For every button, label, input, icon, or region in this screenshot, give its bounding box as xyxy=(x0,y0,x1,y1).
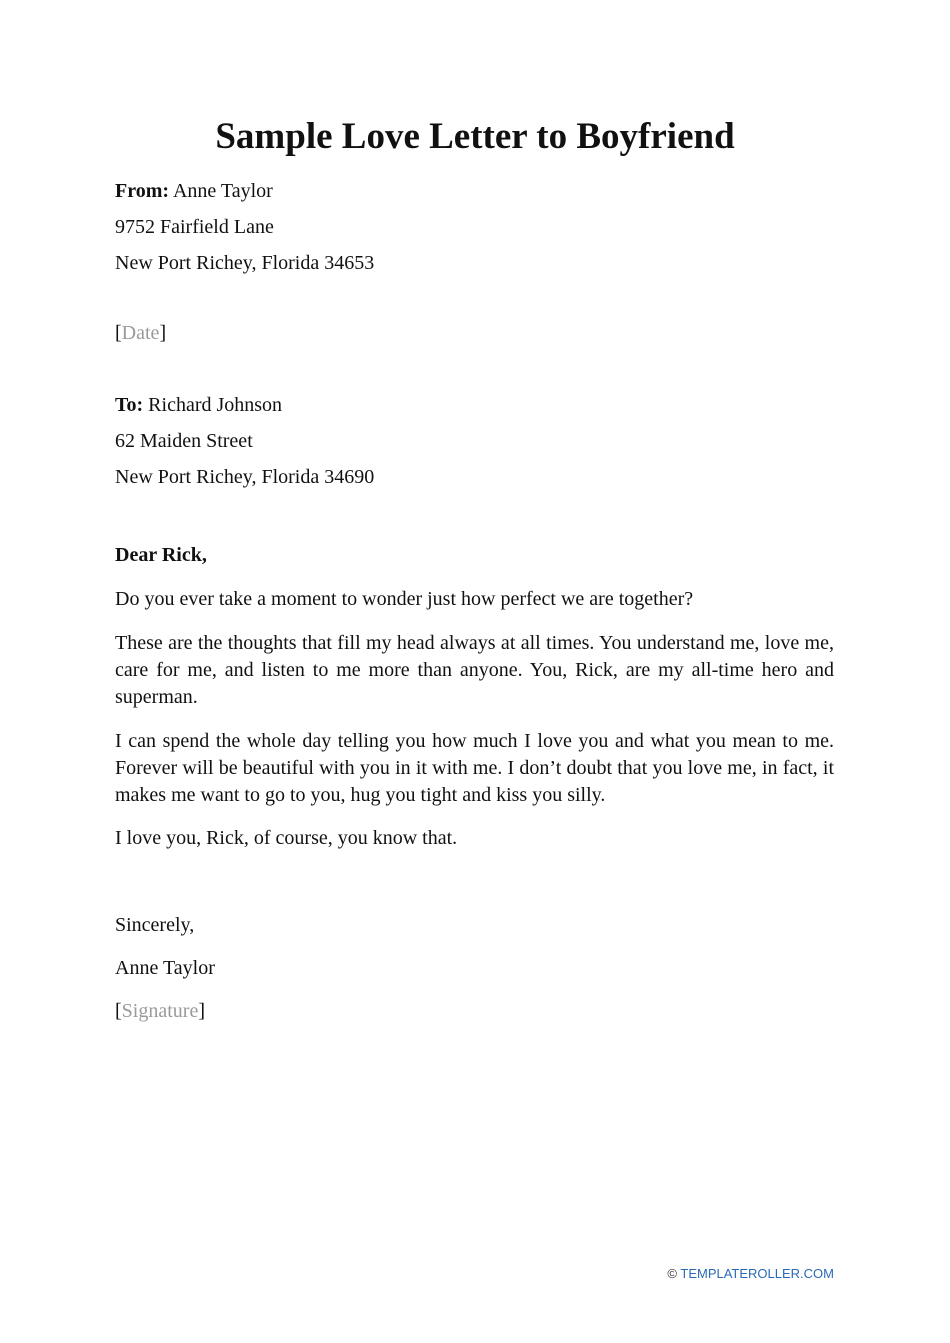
recipient-name-line xyxy=(115,393,282,417)
recipient-address-line1: 62 Maiden Street xyxy=(115,430,253,452)
salutation: Dear Rick, xyxy=(115,544,207,566)
sender-label: From: xyxy=(115,180,170,202)
footer-credit xyxy=(667,1266,834,1282)
signature-open-bracket: [ xyxy=(115,1000,122,1022)
signature-field xyxy=(115,999,205,1023)
sender-address-line2: New Port Richey, Florida 34653 xyxy=(115,252,375,274)
recipient-address-line2: New Port Richey, Florida 34690 xyxy=(115,466,375,488)
valediction: Sincerely, xyxy=(115,914,195,936)
body-paragraph-2: These are the thoughts that fill my head always at all times. You understand me, love me, care for me, and listen to me more than anyone. You, Rick, are my all-time hero and superman. xyxy=(115,632,834,708)
date-field xyxy=(115,321,166,345)
date-open-bracket: [ xyxy=(115,322,122,344)
body-paragraph-1: Do you ever take a moment to wonder just how perfect we are together? xyxy=(115,588,694,610)
closing-name: Anne Taylor xyxy=(115,957,215,979)
date-close-bracket: ] xyxy=(159,322,167,344)
body-paragraph-4: I love you, Rick, of course, you know that. xyxy=(115,827,458,849)
recipient-name: Richard Johnson xyxy=(148,394,283,416)
footer-site-link[interactable]: TEMPLATEROLLER.COM xyxy=(680,1266,834,1281)
recipient-label: To: xyxy=(115,394,144,416)
signature-close-bracket: ] xyxy=(198,1000,205,1022)
date-placeholder: Date xyxy=(121,322,160,344)
copyright-icon: © xyxy=(667,1266,677,1281)
sender-address-line1: 9752 Fairfield Lane xyxy=(115,216,274,238)
body-paragraph-3: I can spend the whole day telling you how much I love you and what you mean to me. Forever will be beautiful with you in it with me. I don’t doubt that you love me, in fact, it makes me want to go to you, hug you tight and kiss you silly. xyxy=(115,730,834,806)
page-title: Sample Love Letter to Boyfriend xyxy=(215,116,735,157)
sender-name-line xyxy=(115,179,273,203)
sender-name: Anne Taylor xyxy=(172,180,273,202)
signature-placeholder: Signature xyxy=(121,1000,199,1022)
